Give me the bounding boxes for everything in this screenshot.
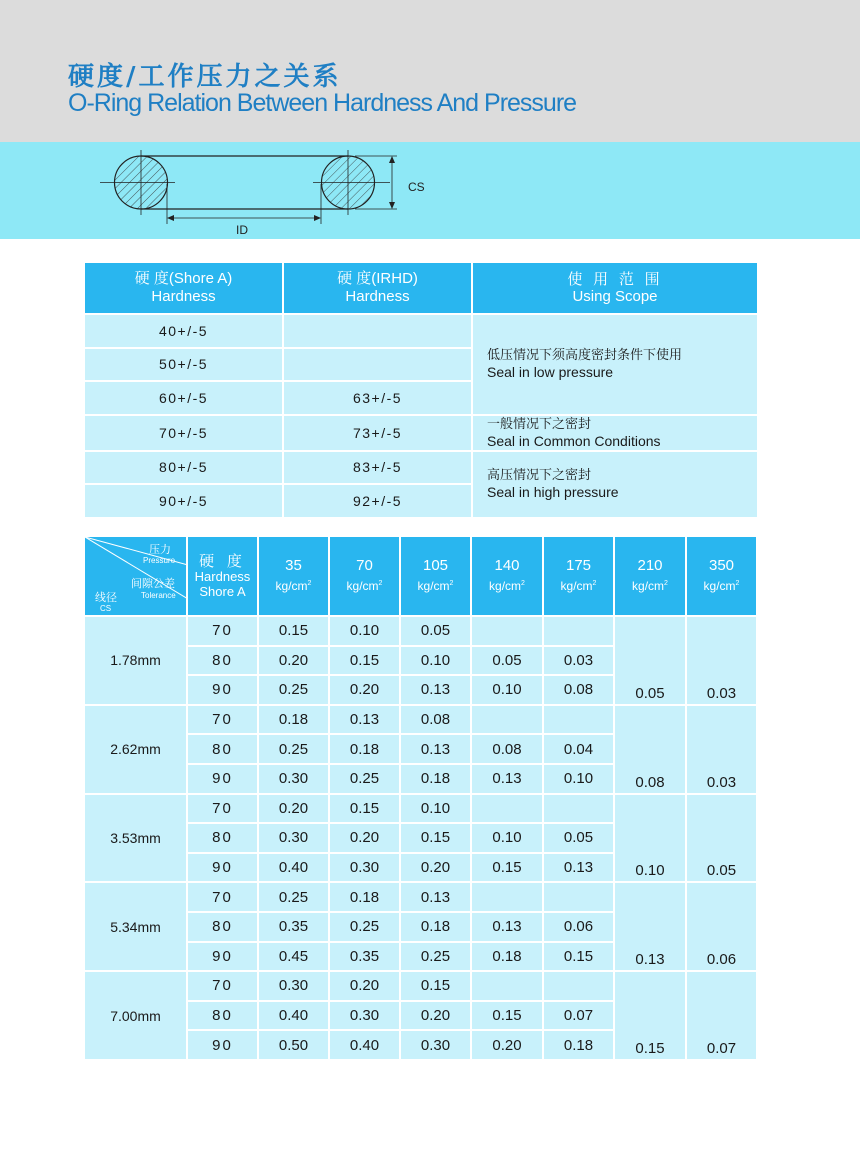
tolerance-cell: 0.15 — [543, 942, 614, 972]
tolerance-cell: 0.45 — [258, 942, 329, 972]
tolerance-cell: 0.10 — [471, 675, 543, 705]
hardness-cell: 80 — [187, 912, 258, 942]
hardness-cell: 80 — [187, 646, 258, 676]
tolerance-cell: 0.10 — [400, 646, 471, 676]
tolerance-table-body — [84, 616, 757, 1060]
tolerance-cell: 0.25 — [329, 764, 400, 794]
hardness-cell: 80 — [187, 823, 258, 853]
tolerance-cell-p210: 0.05 — [614, 616, 686, 705]
tolerance-cell: 0.20 — [471, 1030, 543, 1060]
tolerance-cell: 0.35 — [329, 942, 400, 972]
hardness-cell: 70 — [187, 794, 258, 824]
tolerance-cell: 0.10 — [471, 823, 543, 853]
tolerance-cell: 0.13 — [543, 853, 614, 883]
tolerance-cell: 0.20 — [400, 1001, 471, 1031]
scope-common: 一般情况下之密封 Seal in Common Conditions — [472, 415, 758, 451]
shore-cell: 90+/-5 — [84, 484, 283, 518]
tolerance-cell-p210: 0.08 — [614, 705, 686, 794]
tolerance-cell-p350: 0.06 — [686, 882, 757, 971]
pressure-header-70: 70 $kg/cm^2$ — [329, 536, 400, 616]
tolerance-cell: 0.50 — [258, 1030, 329, 1060]
cs-cell: 5.34mm — [84, 882, 187, 971]
tolerance-table — [83, 535, 758, 1061]
scope-low-pressure: 低压情况下须高度密封条件下使用 Seal in low pressure — [472, 314, 758, 415]
tolerance-cell: 0.13 — [400, 675, 471, 705]
irhd-cell — [283, 348, 472, 382]
table-header-row — [84, 262, 758, 314]
tolerance-cell: 0.35 — [258, 912, 329, 942]
tolerance-cell: 0.20 — [400, 853, 471, 883]
tolerance-cell: 0.15 — [471, 1001, 543, 1031]
cs-label-cn: 线径 — [95, 591, 117, 604]
pressure-label-en: Pressure — [143, 556, 176, 565]
header-scope: 使 用 范 围 Using Scope — [472, 262, 758, 314]
tolerance-cell-p210: 0.15 — [614, 971, 686, 1060]
tolerance-cell — [471, 971, 543, 1001]
table-row — [84, 451, 758, 485]
table-header-row — [84, 536, 757, 616]
tolerance-cell — [471, 705, 543, 735]
tolerance-cell: 0.18 — [400, 764, 471, 794]
corner-header — [84, 536, 187, 616]
tolerance-cell — [543, 616, 614, 646]
tolerance-cell: 0.30 — [329, 1001, 400, 1031]
tolerance-cell: 0.15 — [400, 971, 471, 1001]
table-row — [84, 705, 757, 735]
tolerance-cell: 0.18 — [471, 942, 543, 972]
tolerance-cell: 0.25 — [258, 734, 329, 764]
pressure-header-350: 350 $kg/cm^2$ — [686, 536, 757, 616]
cs-cell: 1.78mm — [84, 616, 187, 705]
pressure-header-175: 175 $kg/cm^2$ — [543, 536, 614, 616]
tolerance-cell: 0.25 — [400, 942, 471, 972]
irhd-cell: 83+/-5 — [283, 451, 472, 485]
shore-cell: 70+/-5 — [84, 415, 283, 451]
table-row — [84, 415, 758, 451]
tolerance-cell: 0.25 — [258, 882, 329, 912]
table-row — [84, 971, 757, 1001]
hardness-cell: 70 — [187, 971, 258, 1001]
irhd-cell — [283, 314, 472, 348]
tolerance-cell-p210: 0.13 — [614, 882, 686, 971]
tolerance-cell: 0.13 — [400, 882, 471, 912]
tolerance-cell: 0.13 — [471, 912, 543, 942]
tolerance-cell-p350: 0.03 — [686, 616, 757, 705]
oring-cross-section-drawing — [0, 142, 860, 239]
hardness-cell: 70 — [187, 616, 258, 646]
tolerance-cell-p350: 0.05 — [686, 794, 757, 883]
tolerance-cell: 0.13 — [400, 734, 471, 764]
tolerance-cell: 0.18 — [400, 912, 471, 942]
tolerance-cell-p350: 0.07 — [686, 971, 757, 1060]
scope-high-pressure: 高压情况下之密封 Seal in high pressure — [472, 451, 758, 518]
tolerance-cell: 0.08 — [471, 734, 543, 764]
hardness-cell: 80 — [187, 734, 258, 764]
pressure-header-140: 140 $kg/cm^2$ — [471, 536, 543, 616]
tolerance-cell: 0.20 — [329, 823, 400, 853]
tolerance-cell-p210: 0.10 — [614, 794, 686, 883]
hardness-cell: 90 — [187, 675, 258, 705]
tolerance-cell: 0.25 — [329, 912, 400, 942]
page-title-cn: 硬度/工作压力之关系 — [68, 62, 342, 92]
table-row — [84, 616, 757, 646]
tolerance-cell — [471, 794, 543, 824]
tolerance-cell: 0.10 — [329, 616, 400, 646]
tolerance-cell: 0.40 — [258, 1001, 329, 1031]
irhd-cell: 63+/-5 — [283, 381, 472, 415]
tolerance-cell: 0.25 — [258, 675, 329, 705]
pressure-header-35: 35 $kg/cm^2$ — [258, 536, 329, 616]
hardness-cell: 90 — [187, 942, 258, 972]
pressure-header-105: 105 $kg/cm^2$ — [400, 536, 471, 616]
hardness-header: 硬 度 Hardness Shore A — [187, 536, 258, 616]
shore-cell: 60+/-5 — [84, 381, 283, 415]
shore-cell: 40+/-5 — [84, 314, 283, 348]
hardness-cell: 80 — [187, 1001, 258, 1031]
tolerance-cell — [543, 971, 614, 1001]
tolerance-cell: 0.30 — [258, 764, 329, 794]
cs-cell: 7.00mm — [84, 971, 187, 1060]
pressure-header-210: 210 $kg/cm^2$ — [614, 536, 686, 616]
header-shore: 硬 度(Shore A) Hardness — [84, 262, 283, 314]
cs-cell: 3.53mm — [84, 794, 187, 883]
tolerance-cell: 0.18 — [329, 734, 400, 764]
tolerance-cell: 0.13 — [471, 764, 543, 794]
table-row — [84, 314, 758, 348]
tolerance-cell: 0.18 — [543, 1030, 614, 1060]
table-row — [84, 882, 757, 912]
tolerance-cell: 0.20 — [258, 646, 329, 676]
irhd-cell: 73+/-5 — [283, 415, 472, 451]
tolerance-cell: 0.15 — [471, 853, 543, 883]
hardness-cell: 70 — [187, 705, 258, 735]
tolerance-label-cn: 间隙公差 — [131, 577, 175, 590]
tolerance-cell — [471, 616, 543, 646]
tolerance-cell — [543, 882, 614, 912]
hardness-cell: 90 — [187, 853, 258, 883]
tolerance-cell: 0.18 — [258, 705, 329, 735]
cs-cell: 2.62mm — [84, 705, 187, 794]
tolerance-label-en: Tolerance — [141, 591, 176, 600]
hardness-cell: 90 — [187, 1030, 258, 1060]
tolerance-cell: 0.30 — [400, 1030, 471, 1060]
tolerance-cell: 0.15 — [400, 823, 471, 853]
tolerance-cell: 0.05 — [543, 823, 614, 853]
tolerance-cell: 0.08 — [543, 675, 614, 705]
header-band — [0, 0, 860, 142]
tolerance-cell: 0.15 — [329, 794, 400, 824]
irhd-cell: 92+/-5 — [283, 484, 472, 518]
page-title-en: O-Ring Relation Between Hardness And Pressure — [68, 89, 577, 117]
tolerance-cell: 0.18 — [329, 882, 400, 912]
tolerance-cell: 0.40 — [329, 1030, 400, 1060]
oring-diagram — [0, 142, 860, 239]
tolerance-cell: 0.05 — [400, 616, 471, 646]
tolerance-cell — [543, 794, 614, 824]
tolerance-cell: 0.03 — [543, 646, 614, 676]
tolerance-cell: 0.04 — [543, 734, 614, 764]
tolerance-cell: 0.30 — [258, 971, 329, 1001]
tolerance-cell: 0.10 — [400, 794, 471, 824]
tolerance-cell: 0.40 — [258, 853, 329, 883]
tolerance-cell: 0.20 — [329, 971, 400, 1001]
tolerance-cell-p350: 0.03 — [686, 705, 757, 794]
tolerance-cell: 0.30 — [258, 823, 329, 853]
shore-cell: 80+/-5 — [84, 451, 283, 485]
hardness-scope-table — [83, 261, 759, 519]
pressure-label-cn: 压力 — [149, 543, 171, 556]
tolerance-cell: 0.13 — [329, 705, 400, 735]
tolerance-cell: 0.10 — [543, 764, 614, 794]
tolerance-cell: 0.15 — [329, 646, 400, 676]
header-irhd: 硬 度(IRHD) Hardness — [283, 262, 472, 314]
cs-label-en: CS — [100, 604, 112, 613]
cs-label: CS — [408, 180, 425, 194]
tolerance-cell: 0.20 — [258, 794, 329, 824]
hardness-cell: 90 — [187, 764, 258, 794]
tolerance-cell: 0.15 — [258, 616, 329, 646]
hardness-cell: 70 — [187, 882, 258, 912]
tolerance-cell: 0.06 — [543, 912, 614, 942]
tolerance-cell — [543, 705, 614, 735]
id-label: ID — [236, 223, 248, 237]
tolerance-cell: 0.07 — [543, 1001, 614, 1031]
tolerance-cell: 0.08 — [400, 705, 471, 735]
tolerance-cell: 0.20 — [329, 675, 400, 705]
tolerance-cell: 0.30 — [329, 853, 400, 883]
tolerance-cell: 0.05 — [471, 646, 543, 676]
tolerance-cell — [471, 882, 543, 912]
table-row — [84, 794, 757, 824]
shore-cell: 50+/-5 — [84, 348, 283, 382]
